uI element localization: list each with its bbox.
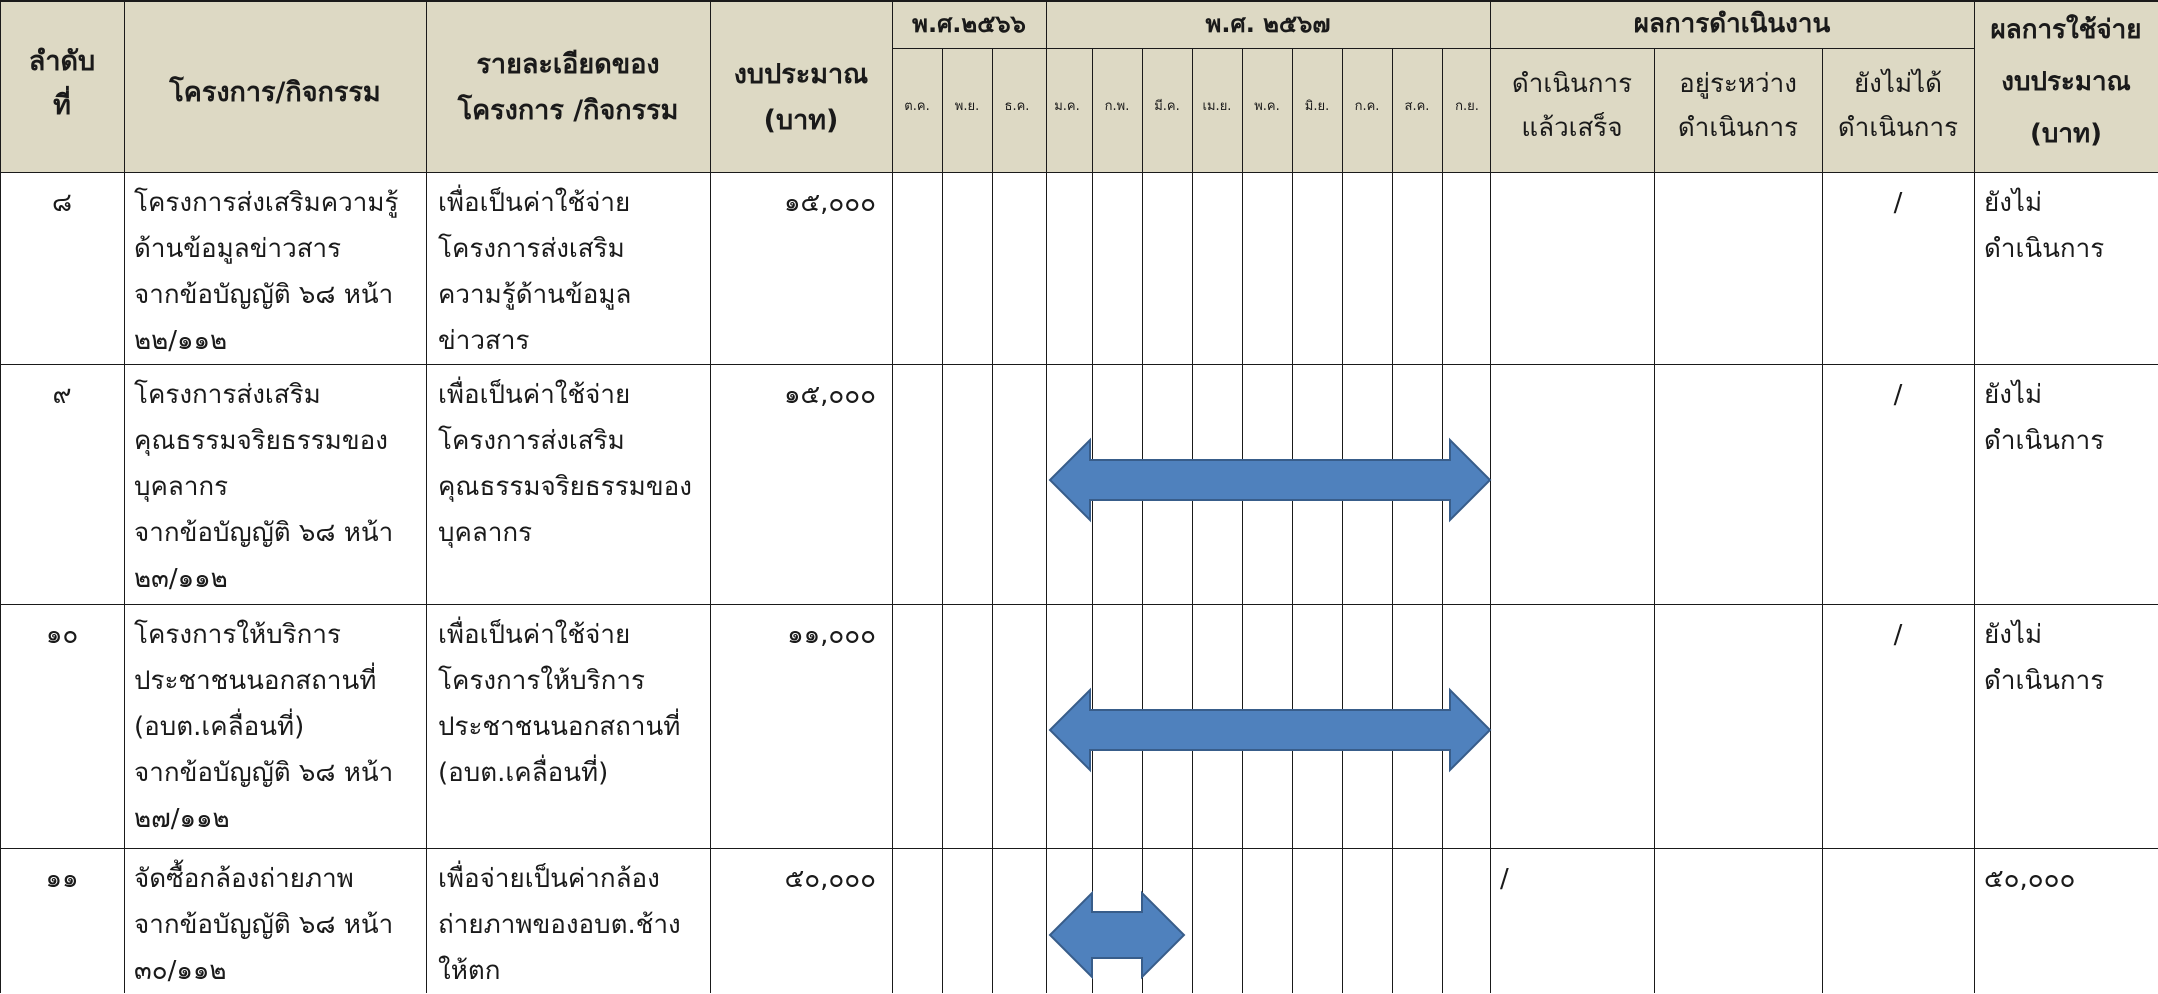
header-month-jun: มิ.ย.: [1304, 99, 1330, 114]
row-11-spent: ๕๐,๐๐๐: [1984, 864, 2076, 894]
header-year-2567: พ.ศ. ๒๕๖๗: [1205, 10, 1331, 38]
row-8-detail: เพื่อเป็นค่าใช้จ่าย โครงการส่งเสริม ความรู้ด้านข้อมูล ข่าวสาร: [438, 188, 632, 356]
row-8-spent: ยังไม่ ดำเนินการ: [1984, 188, 2105, 264]
header-detail: รายละเอียดของ โครงการ /กิจกรรม: [457, 49, 679, 126]
row-9-timeline-arrow: [1050, 440, 1490, 520]
header-result-inprogress: อยู่ระหว่าง ดำเนินการ: [1677, 69, 1799, 143]
row-9-budget: ๑๕,๐๐๐: [783, 380, 876, 410]
header-budget: งบประมาณ (บาท): [733, 59, 869, 136]
row-11-timeline-arrow: [1050, 893, 1184, 977]
row-10-timeline-arrow: [1050, 690, 1490, 770]
header-month-jan: ม.ค.: [1054, 99, 1080, 114]
header-month-aug: ส.ค.: [1404, 99, 1430, 114]
row-8-project: โครงการส่งเสริมความรู้ ด้านข้อมูลข่าวสาร จากข้อบัญญัติ ๖๘ หน้า ๒๒/๑๑๒: [134, 188, 399, 356]
row-11-done: /: [1500, 864, 1509, 894]
row-10-no: ๑๐: [45, 620, 79, 650]
row-9-no: ๙: [52, 380, 72, 410]
header-year-2566: พ.ศ.๒๕๖๖: [912, 10, 1026, 38]
row-9-notstarted: /: [1893, 380, 1903, 410]
row-10-spent: ยังไม่ ดำเนินการ: [1984, 620, 2105, 696]
header-result-notstarted: ยังไม่ได้ ดำเนินการ: [1837, 69, 1959, 143]
header-month-apr: เม.ย.: [1202, 99, 1232, 114]
row-8-no: ๘: [51, 188, 73, 218]
row-11-budget: ๕๐,๐๐๐: [784, 864, 876, 894]
header-month-sep: ก.ย.: [1455, 99, 1479, 114]
row-11-detail: เพื่อจ่ายเป็นค่ากล้อง ถ่ายภาพของอบต.ช้าง ให้ตก: [438, 864, 681, 986]
header-month-feb: ก.พ.: [1104, 99, 1130, 114]
header-month-jul: ก.ค.: [1354, 99, 1380, 114]
row-10-detail: เพื่อเป็นค่าใช้จ่าย โครงการให้บริการ ประชาชนนอกสถานที่ (อบต.เคลื่อนที่): [438, 620, 681, 788]
header-month-may: พ.ค.: [1254, 99, 1280, 114]
header-no: ลำดับ ที่: [28, 46, 96, 121]
header-month-oct: ต.ค.: [904, 99, 930, 114]
row-9-project: โครงการส่งเสริม คุณธรรมจริยธรรมของ บุคลากร จากข้อบัญญัติ ๖๘ หน้า ๒๓/๑๑๒: [134, 380, 394, 594]
header-spent: ผลการใช้จ่าย งบประมาณ (บาท): [1990, 15, 2142, 149]
header-month-nov: พ.ย.: [954, 99, 980, 114]
header-result: ผลการดำเนินงาน: [1633, 9, 1831, 39]
row-10-notstarted: /: [1893, 620, 1903, 650]
row-10-budget: ๑๑,๐๐๐: [787, 620, 876, 650]
header-month-mar: มี.ค.: [1154, 99, 1180, 114]
row-9-spent: ยังไม่ ดำเนินการ: [1984, 380, 2105, 456]
row-11-no: ๑๑: [45, 864, 79, 894]
row-8-budget: ๑๕,๐๐๐: [783, 188, 876, 218]
row-8-notstarted: /: [1893, 188, 1903, 218]
header-result-done: ดำเนินการ แล้วเสร็จ: [1511, 69, 1633, 143]
row-10-project: โครงการให้บริการ ประชาชนนอกสถานที่ (อบต.เคลื่อนที่) จากข้อบัญญัติ ๖๘ หน้า ๒๗/๑๑๒: [134, 620, 394, 834]
row-9-detail: เพื่อเป็นค่าใช้จ่าย โครงการส่งเสริม คุณธรรมจริยธรรมของ บุคลากร: [438, 380, 692, 548]
header-month-dec: ธ.ค.: [1004, 99, 1030, 114]
header-project: โครงการ/กิจกรรม: [169, 77, 381, 108]
row-11-project: จัดซื้อกล้องถ่ายภาพ จากข้อบัญญัติ ๖๘ หน้า ๓๐/๑๑๒: [134, 864, 394, 986]
